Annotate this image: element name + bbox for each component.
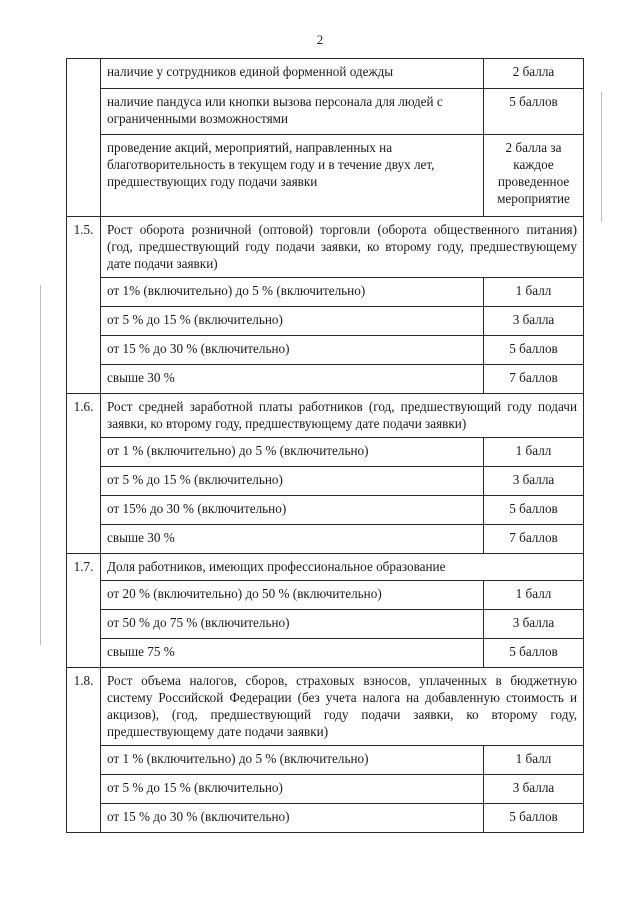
table-row (67, 746, 584, 775)
section-title: Доля работников, имеющих профессиональное образование (101, 554, 584, 581)
section-title: Рост объема налогов, сборов, страховых взносов, уплаченных в бюджетную систему Российской Федерации (без учета налога на добавленную стоимость и акцизов), (год, предшествующий году подачи заявки, ко второму году, предшествующему дате подачи заявки) (101, 668, 584, 746)
section-number: 1.6. (67, 394, 101, 554)
range-cell: свыше 75 % (101, 639, 484, 668)
points-cell: 5 баллов (484, 496, 584, 525)
table-row (67, 278, 584, 307)
criterion-cell: наличие у сотрудников единой форменной одежды (101, 59, 484, 89)
points-cell: 5 баллов (484, 804, 584, 833)
section-header-row (67, 668, 584, 746)
range-cell: от 15 % до 30 % (включительно) (101, 336, 484, 365)
range-cell: от 5 % до 15 % (включительно) (101, 775, 484, 804)
points-cell: 3 балла (484, 467, 584, 496)
points-cell: 2 балла за каждое проведенное мероприятие (484, 135, 584, 217)
range-cell: от 1 % (включительно) до 5 % (включительно) (101, 746, 484, 775)
points-cell: 5 баллов (484, 336, 584, 365)
scan-artifact-line (601, 92, 602, 222)
points-cell: 5 баллов (484, 89, 584, 135)
criteria-table (66, 58, 584, 833)
row-number-cell (67, 59, 101, 217)
table-row (67, 438, 584, 467)
points-cell: 3 балла (484, 307, 584, 336)
table-row (67, 59, 584, 89)
points-cell: 3 балла (484, 775, 584, 804)
points-cell: 1 балл (484, 746, 584, 775)
table-row (67, 804, 584, 833)
section-header-row (67, 554, 584, 581)
range-cell: от 1 % (включительно) до 5 % (включительно) (101, 438, 484, 467)
range-cell: свыше 30 % (101, 365, 484, 394)
table-row (67, 467, 584, 496)
range-cell: от 5 % до 15 % (включительно) (101, 307, 484, 336)
section-header-row (67, 394, 584, 438)
section-number: 1.5. (67, 217, 101, 394)
section-title: Рост средней заработной платы работников (год, предшествующий году подачи заявки, ко второму году, предшествующему дате подачи заявки) (101, 394, 584, 438)
points-cell: 3 балла (484, 610, 584, 639)
page-number: 2 (316, 32, 324, 47)
table-row (67, 639, 584, 668)
table-row (67, 135, 584, 217)
table-row (67, 336, 584, 365)
range-cell: от 5 % до 15 % (включительно) (101, 467, 484, 496)
table-row (67, 496, 584, 525)
range-cell: от 50 % до 75 % (включительно) (101, 610, 484, 639)
range-cell: от 1% (включительно) до 5 % (включительно) (101, 278, 484, 307)
table-row (67, 610, 584, 639)
table-row (67, 775, 584, 804)
table-row (67, 581, 584, 610)
section-title: Рост оборота розничной (оптовой) торговли (оборота общественного питания) (год, предшествующий году подачи заявки, ко второму году, предшествующему дате подачи заявки) (101, 217, 584, 278)
range-cell: от 20 % (включительно) до 50 % (включительно) (101, 581, 484, 610)
range-cell: от 15 % до 30 % (включительно) (101, 804, 484, 833)
points-cell: 7 баллов (484, 525, 584, 554)
table-row (67, 307, 584, 336)
section-number: 1.8. (67, 668, 101, 833)
points-cell: 1 балл (484, 278, 584, 307)
criterion-cell: проведение акций, мероприятий, направленных на благотворительность в текущем году и в течение двух лет, предшествующих году подачи заявки (101, 135, 484, 217)
points-cell: 2 балла (484, 59, 584, 89)
range-cell: от 15% до 30 % (включительно) (101, 496, 484, 525)
scan-artifact-line (40, 285, 41, 645)
section-number: 1.7. (67, 554, 101, 668)
section-header-row (67, 217, 584, 278)
table-row (67, 525, 584, 554)
table-row (67, 365, 584, 394)
points-cell: 1 балл (484, 438, 584, 467)
points-cell: 7 баллов (484, 365, 584, 394)
criterion-cell: наличие пандуса или кнопки вызова персонала для людей с ограниченными возможностями (101, 89, 484, 135)
points-cell: 1 балл (484, 581, 584, 610)
range-cell: свыше 30 % (101, 525, 484, 554)
points-cell: 5 баллов (484, 639, 584, 668)
table-row (67, 89, 584, 135)
